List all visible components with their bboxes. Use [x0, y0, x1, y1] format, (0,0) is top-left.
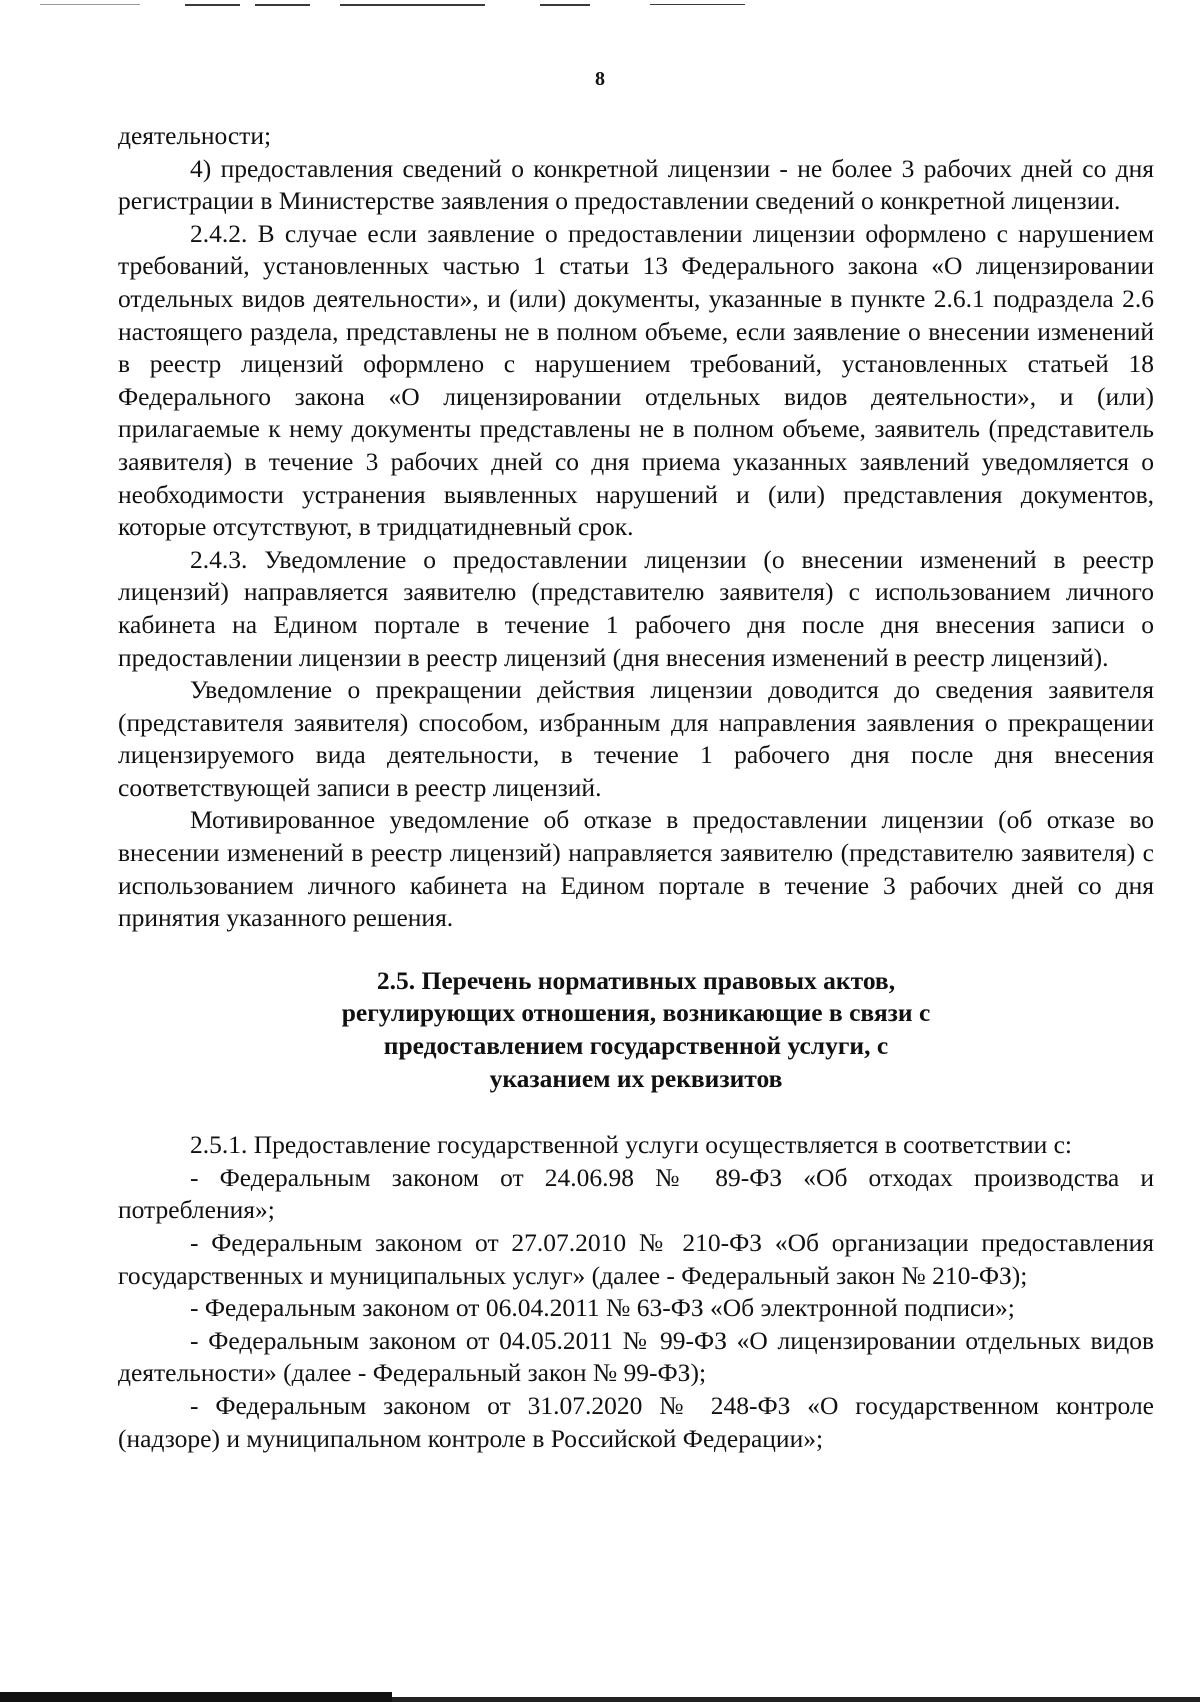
paragraph: 2.4.2. В случае если заявление о предоставлении лицензии оформлено с нарушением требований, установленных частью 1 статьи 13 Федерального закона «О лицензировании отдельных видов деятельности», и (или) документы, указанные в пункте 2.6.1 подраздела 2.6 настоящего раздела, представлены не в полном объеме, если заявление о внесении изменений в реестр лицензий оформлено с нарушением требований, установленных статьей 18 Федерального закона «О лицензировании отдельных видов деятельности», и (или) прилагаемые к нему документы представлены не в полном объеме, заявитель (представитель заявителя) в течение 3 рабочих дней со дня приема указанных заявлений уведомляется о необходимости устранения выявленных нарушений и (или) представления документов, которые отсутствуют, в тридцатидневный срок.	[118, 218, 1154, 542]
heading-line: предоставлением государственной услуги, с	[383, 1031, 889, 1061]
law-list-item: - Федеральным законом от 06.04.2011 № 63-ФЗ «Об электронной подписи»;	[190, 1293, 1015, 1323]
law-list-item: - Федеральным законом от 24.06.98 № 89-ФЗ «Об отходах производства и потребления»;	[118, 1162, 1154, 1225]
law-list-item: - Федеральным законом от 04.05.2011 № 99-ФЗ «О лицензировании отдельных видов деятельности» (далее - Федеральный закон № 99-ФЗ);	[118, 1325, 1154, 1388]
heading-line: регулирующих отношения, возникающие в связи с	[341, 998, 931, 1028]
paragraph: Уведомление о прекращении действия лицензии доводится до сведения заявителя (представителя заявителя) способом, избранным для направления заявления о прекращении лицензируемого вида деятельности, в течение 1 рабочего дня после дня внесения соответствующей записи в реестр лицензий.	[118, 675, 1154, 802]
page-number: 8	[595, 68, 605, 90]
scan-bar-thin	[392, 1697, 1200, 1702]
paragraph: Мотивированное уведомление об отказе в предоставлении лицензии (об отказе во внесении изменений в реестр лицензий) направляется заявителю (представителю заявителя) с использованием личного кабинета на Едином портале в течение 3 рабочих дней со дня принятия указанного решения.	[118, 805, 1154, 933]
heading-line: указанием их реквизитов	[489, 1063, 783, 1093]
document-body	[118, 120, 1154, 1455]
paragraph: 2.5.1. Предоставление государственной услуги осуществляется в соответствии с:	[190, 1130, 1073, 1160]
section-heading	[118, 965, 1154, 1095]
paragraph: 2.4.3. Уведомление о предоставлении лицензии (о внесении изменений в реестр лицензий) направляется заявителю (представителю заявителя) с использованием личного кабинета на Едином портале в течение 1 рабочего дня после дня внесения записи о предоставлении лицензии в реестр лицензий (дня внесения изменений в реестр лицензий).	[118, 544, 1154, 672]
scan-artifact-bottom	[0, 1688, 1200, 1702]
law-list-item: - Федеральным законом от 27.07.2010 № 210-ФЗ «Об организации предоставления государственных и муниципальных услуг» (далее - Федеральный закон № 210-ФЗ);	[118, 1228, 1154, 1290]
law-list-item: - Федеральным законом от 31.07.2020 № 248-ФЗ «О государственном контроле (надзоре) и муниципальном контроле в Российской Федерации»;	[118, 1390, 1154, 1453]
scan-bar-thick	[0, 1692, 392, 1702]
heading-line: 2.5. Перечень нормативных правовых актов,	[376, 965, 896, 995]
paragraph: деятельности;	[118, 121, 272, 150]
paragraph: 4) предоставления сведений о конкретной лицензии - не более 3 рабочих дней со дня регистрации в Министерстве заявления о предоставлении сведений о конкретной лицензии.	[118, 153, 1154, 216]
scan-artifact-top	[0, 0, 1200, 12]
